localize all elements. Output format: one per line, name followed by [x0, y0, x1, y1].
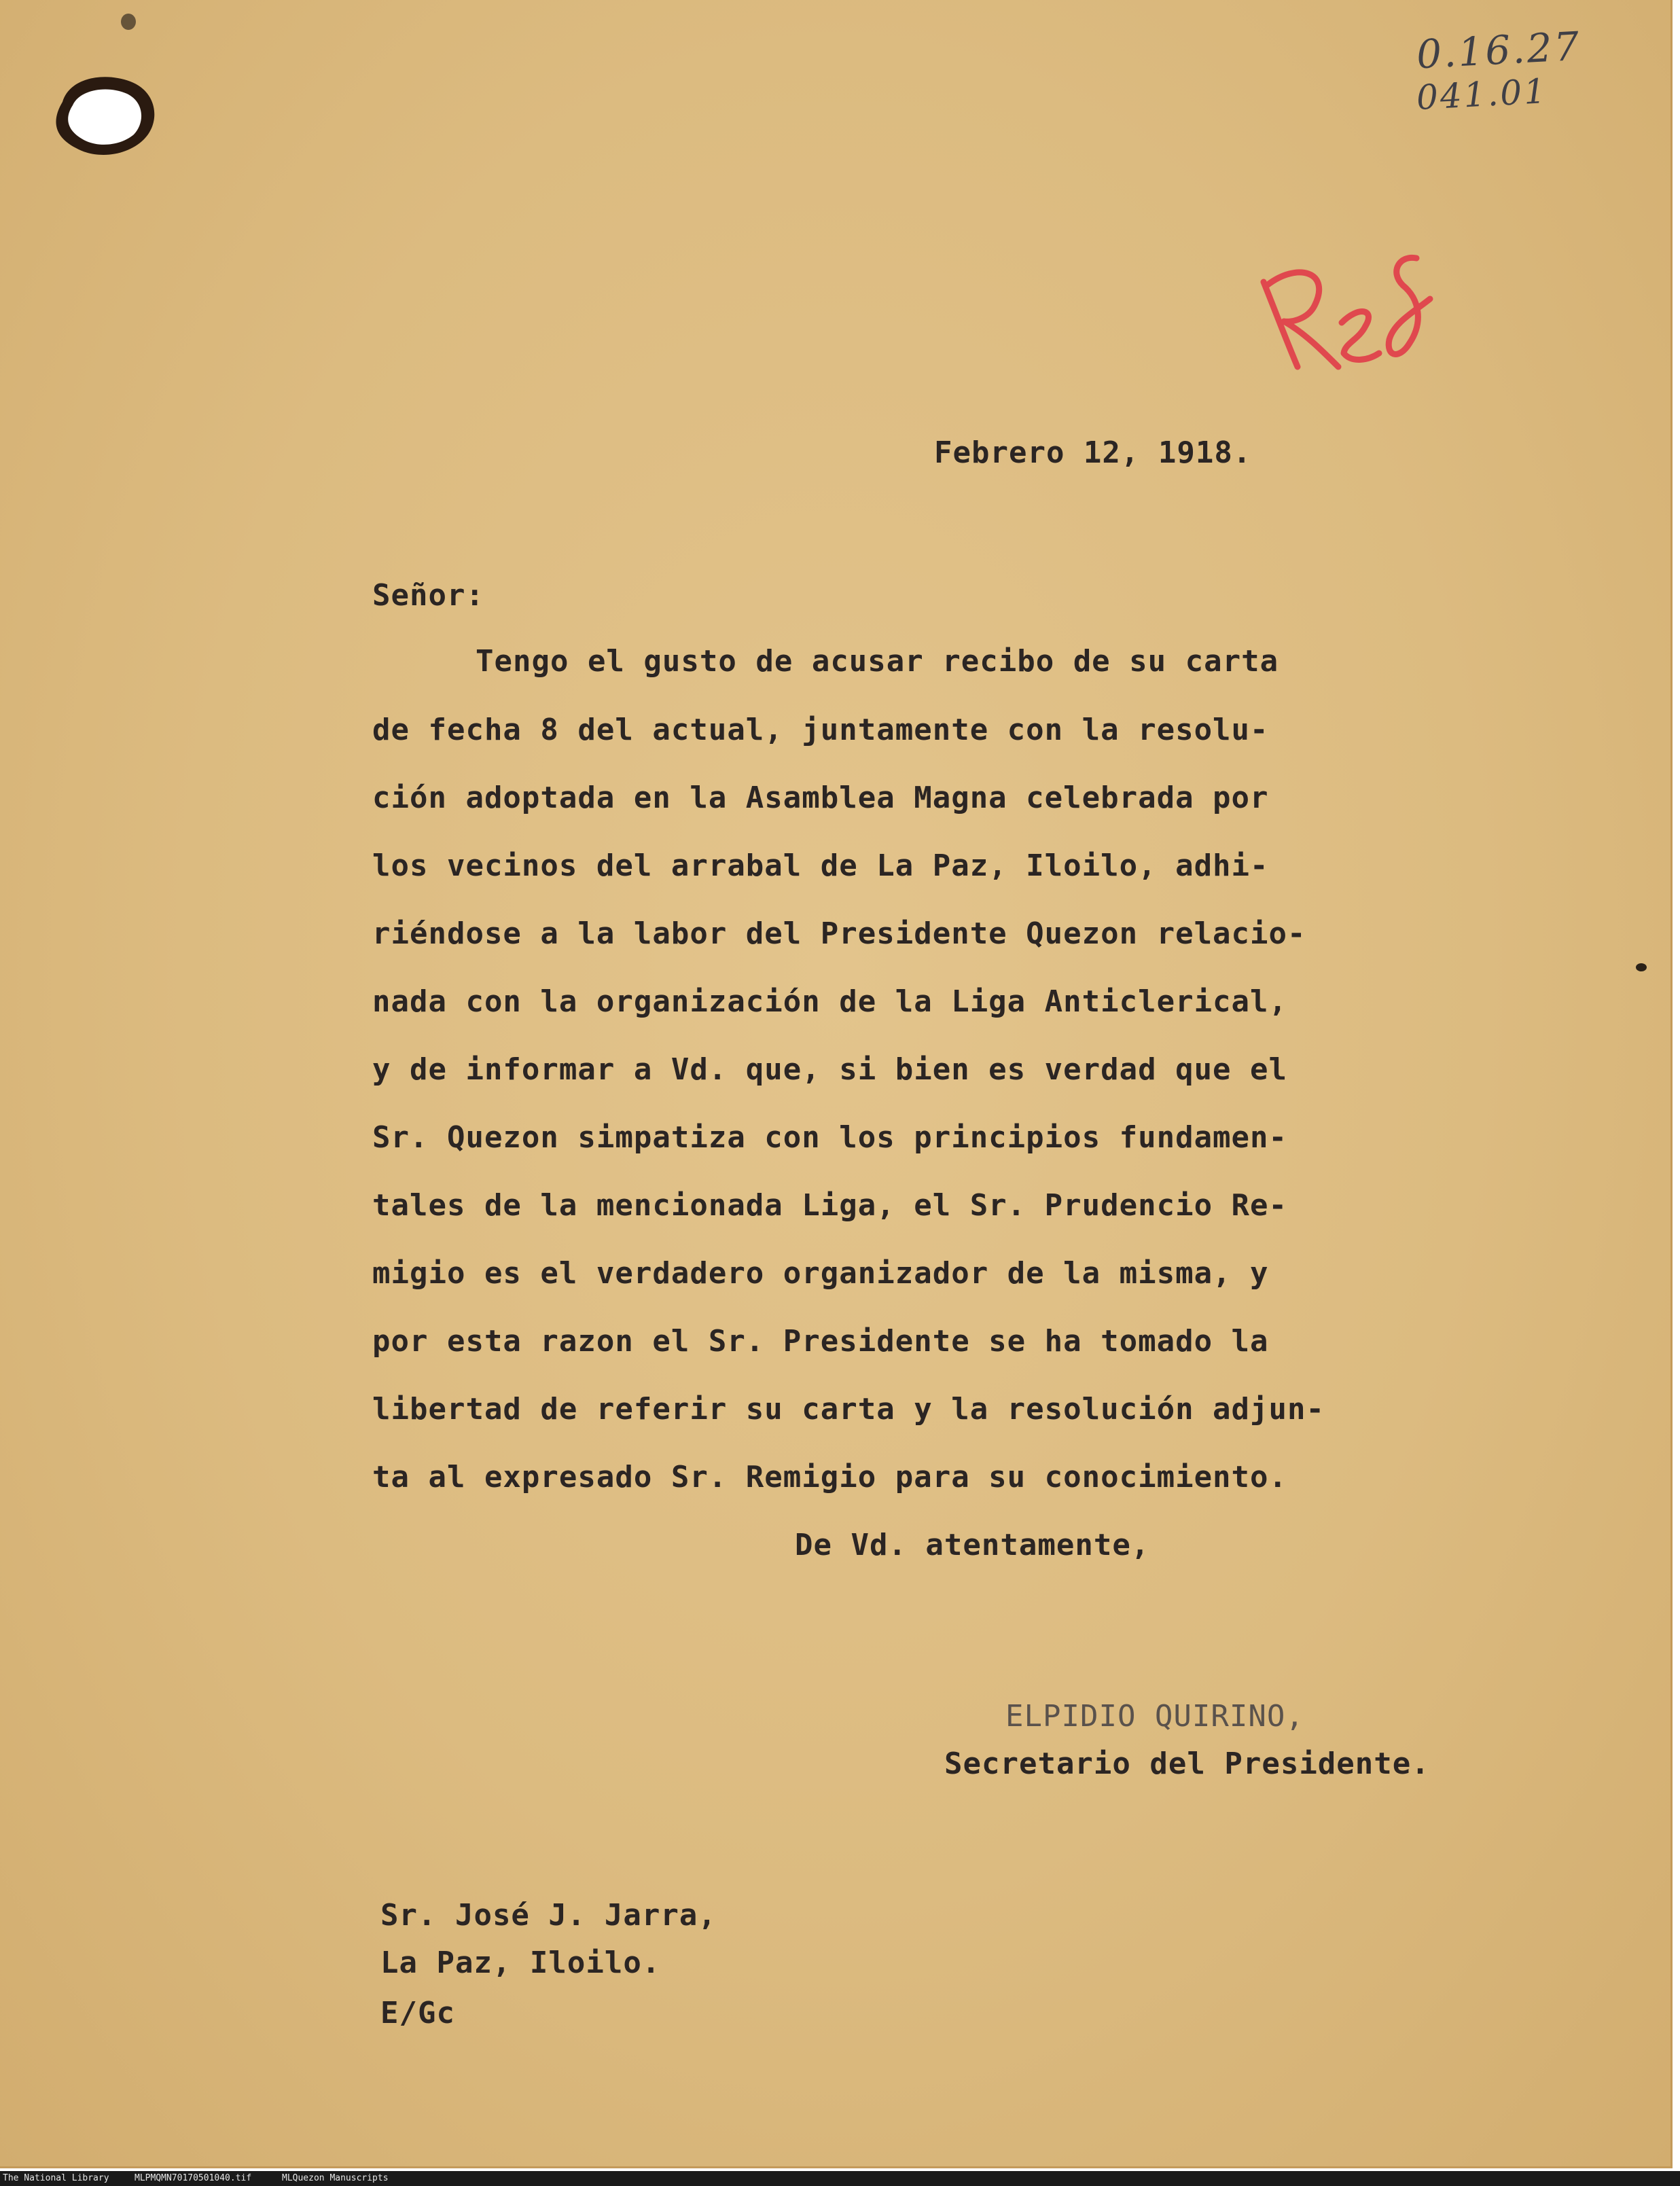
- letter-salutation: Señor:: [372, 578, 484, 613]
- recipient-name: Sr. José J. Jarra,: [380, 1898, 717, 1933]
- recipient-location: La Paz, Iloilo.: [380, 1946, 661, 1980]
- footer-file-name: MLPMQMN70170501040.tif: [135, 2173, 252, 2183]
- archive-code-secondary: 041.01: [1415, 71, 1549, 118]
- letter-date: Febrero 12, 1918.: [934, 435, 1252, 470]
- body-line: los vecinos del arrabal de La Paz, Iloilo, adhi-: [372, 848, 1269, 883]
- archive-code-primary: 0.16.27: [1415, 22, 1583, 78]
- body-line: ción adoptada en la Asamblea Magna celebrada por: [372, 781, 1269, 815]
- body-line: y de informar a Vd. que, si bien es verdad que el: [372, 1052, 1288, 1087]
- letter-closing: De Vd. atentamente,: [795, 1528, 1150, 1562]
- scan-footer: [0, 2171, 1680, 2186]
- footer-institution: The National Library: [3, 2173, 109, 2183]
- body-line: de fecha 8 del actual, juntamente con la resolu-: [372, 713, 1269, 747]
- body-line: Sr. Quezon simpatiza con los principios fundamen-: [372, 1120, 1288, 1155]
- body-line: libertad de referir su carta y la resolución adjun-: [372, 1392, 1325, 1427]
- margin-dot-mark: [1636, 963, 1647, 971]
- body-line: por esta razon el Sr. Presidente se ha tomado la: [372, 1324, 1269, 1359]
- signature-title: Secretario del Presidente.: [944, 1746, 1430, 1781]
- reference-initials: E/Gc: [380, 1996, 455, 2030]
- body-line: Tengo el gusto de acusar recibo de su carta: [476, 644, 1279, 679]
- signature-name: ELPIDIO QUIRINO,: [1005, 1699, 1304, 1734]
- burn-hole-mark: [42, 68, 164, 163]
- footer-collection: MLQuezon Manuscripts: [282, 2173, 389, 2183]
- red-handwritten-mark: [1250, 241, 1447, 377]
- body-line: migio es el verdadero organizador de la misma, y: [372, 1256, 1269, 1291]
- body-line: nada con la organización de la Liga Anticlerical,: [372, 984, 1288, 1019]
- body-line: ta al expresado Sr. Remigio para su conocimiento.: [372, 1460, 1288, 1494]
- body-line: tales de la mencionada Liga, el Sr. Prudencio Re-: [372, 1188, 1288, 1223]
- pin-mark: [121, 14, 136, 30]
- body-line: riéndose a la labor del Presidente Quezon relacio-: [372, 916, 1306, 951]
